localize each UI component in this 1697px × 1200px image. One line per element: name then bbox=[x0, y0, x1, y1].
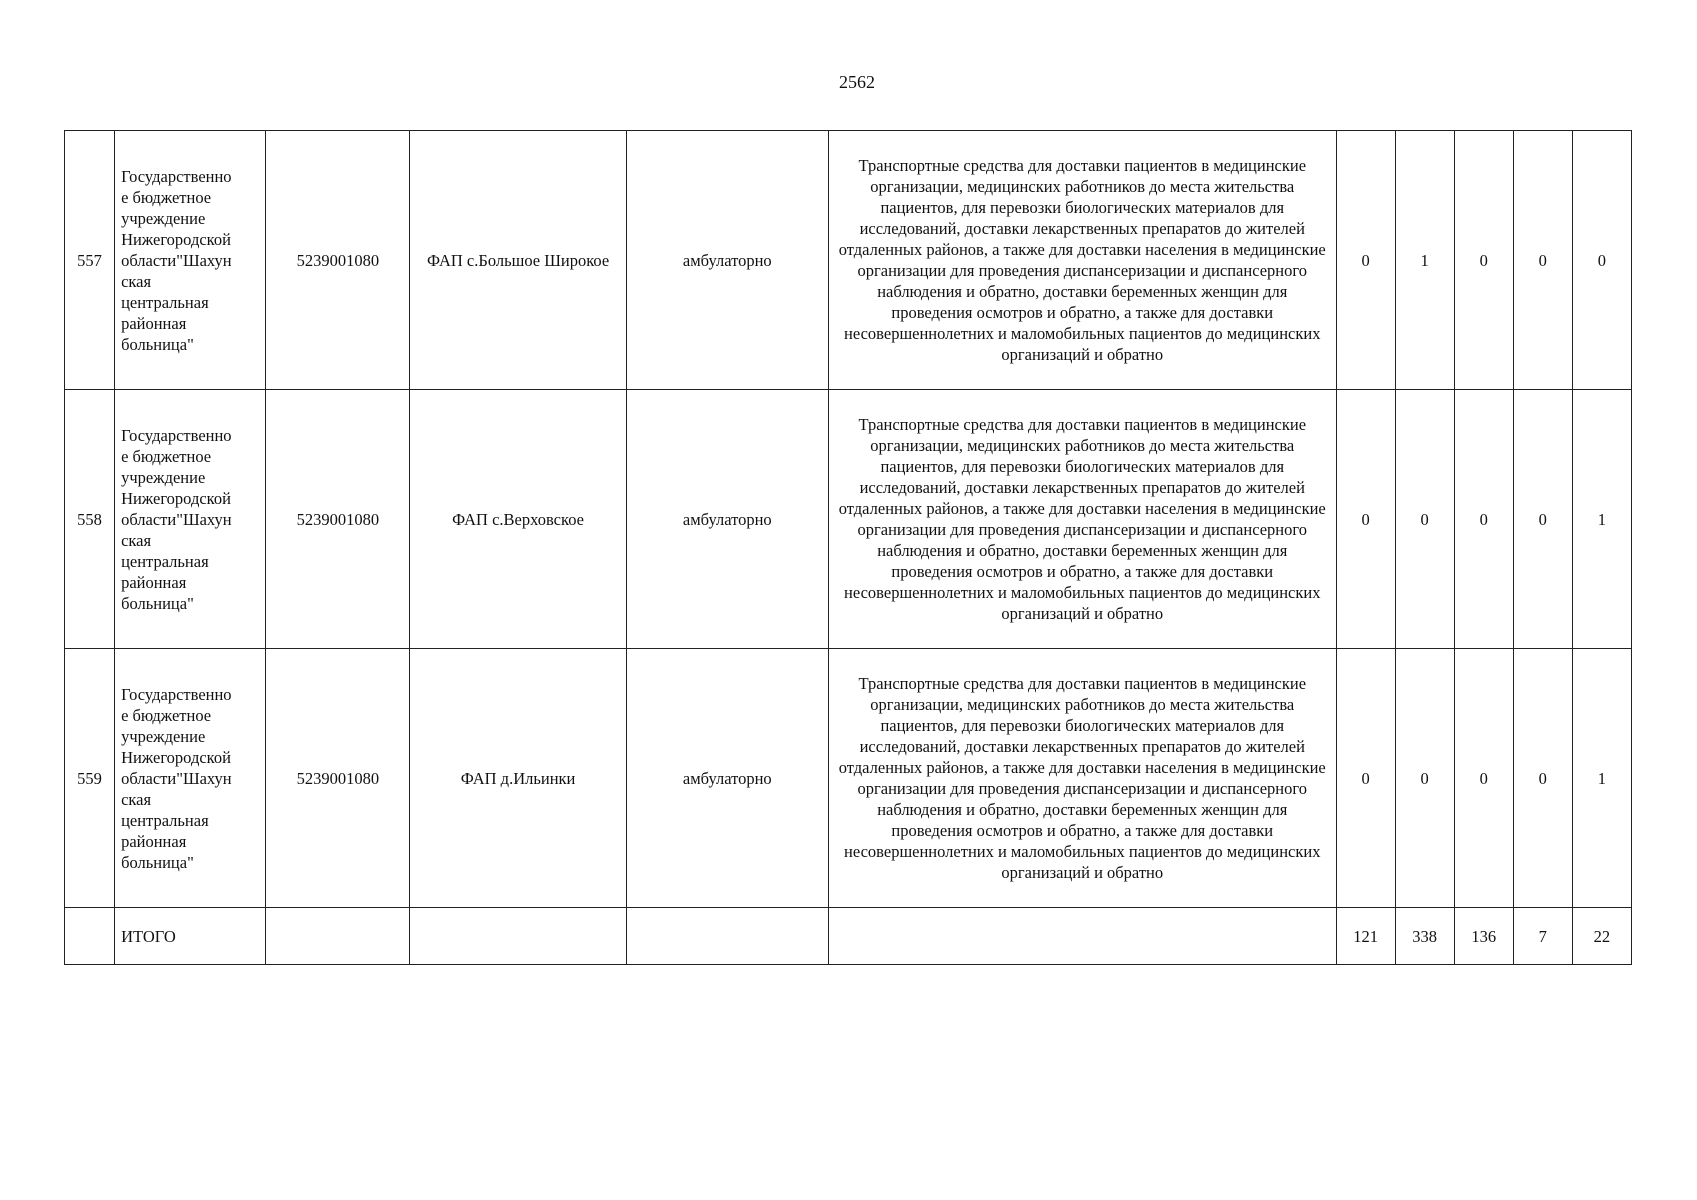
empty-cell bbox=[65, 908, 115, 965]
value-cell: 1 bbox=[1395, 131, 1454, 390]
care-condition: амбулаторно bbox=[626, 390, 828, 649]
subdivision-name: ФАП с.Большое Широкое bbox=[410, 131, 626, 390]
value-cell: 1 bbox=[1572, 649, 1631, 908]
inn: 5239001080 bbox=[266, 390, 410, 649]
table-row bbox=[65, 131, 1632, 390]
value-cell: 0 bbox=[1395, 649, 1454, 908]
subdivision-name: ФАП с.Верховское bbox=[410, 390, 626, 649]
total-value: 121 bbox=[1336, 908, 1395, 965]
inn: 5239001080 bbox=[266, 131, 410, 390]
row-number: 559 bbox=[65, 649, 115, 908]
total-value: 136 bbox=[1454, 908, 1513, 965]
care-condition: амбулаторно bbox=[626, 131, 828, 390]
total-value: 338 bbox=[1395, 908, 1454, 965]
vehicle-description: Транспортные средства для доставки пациентов в медицинские организации, медицинских работников до места жительства пациентов, для перевозки биологических материалов для исследований, доставки лекарственных препаратов до жителей отдаленных районов, а также для доставки населения в медицинские организации для проведения диспансеризации и диспансерного наблюдения и обратно, доставки беременных женщин для проведения осмотров и обратно, а также для доставки несовершеннолетних и маломобильных пациентов до медицинских организаций и обратно bbox=[828, 649, 1336, 908]
care-condition: амбулаторно bbox=[626, 649, 828, 908]
value-cell: 0 bbox=[1336, 131, 1395, 390]
value-cell: 0 bbox=[1572, 131, 1631, 390]
total-label: ИТОГО bbox=[115, 908, 266, 965]
organization-name: Государственно е бюджетное учреждение Нижегородской области"Шахун ская центральная районная больница" bbox=[115, 649, 266, 908]
value-cell: 0 bbox=[1454, 131, 1513, 390]
value-cell: 0 bbox=[1454, 390, 1513, 649]
value-cell: 0 bbox=[1395, 390, 1454, 649]
organization-name: Государственно е бюджетное учреждение Нижегородской области"Шахун ская центральная районная больница" bbox=[115, 390, 266, 649]
row-number: 557 bbox=[65, 131, 115, 390]
value-cell: 0 bbox=[1336, 390, 1395, 649]
value-cell: 0 bbox=[1336, 649, 1395, 908]
page-number: 2562 bbox=[839, 72, 875, 92]
table-row bbox=[65, 390, 1632, 649]
empty-cell bbox=[410, 908, 626, 965]
subdivision-name: ФАП д.Ильинки bbox=[410, 649, 626, 908]
table-row bbox=[65, 649, 1632, 908]
empty-cell bbox=[626, 908, 828, 965]
total-value: 22 bbox=[1572, 908, 1631, 965]
value-cell: 1 bbox=[1572, 390, 1631, 649]
value-cell: 0 bbox=[1454, 649, 1513, 908]
total-value: 7 bbox=[1513, 908, 1572, 965]
empty-cell bbox=[266, 908, 410, 965]
value-cell: 0 bbox=[1513, 649, 1572, 908]
inn: 5239001080 bbox=[266, 649, 410, 908]
vehicle-description: Транспортные средства для доставки пациентов в медицинские организации, медицинских работников до места жительства пациентов, для перевозки биологических материалов для исследований, доставки лекарственных препаратов до жителей отдаленных районов, а также для доставки населения в медицинские организации для проведения диспансеризации и диспансерного наблюдения и обратно, доставки беременных женщин для проведения осмотров и обратно, а также для доставки несовершеннолетних и маломобильных пациентов до медицинских организаций и обратно bbox=[828, 390, 1336, 649]
organization-name: Государственно е бюджетное учреждение Нижегородской области"Шахун ская центральная районная больница" bbox=[115, 131, 266, 390]
vehicle-description: Транспортные средства для доставки пациентов в медицинские организации, медицинских работников до места жительства пациентов, для перевозки биологических материалов для исследований, доставки лекарственных препаратов до жителей отдаленных районов, а также для доставки населения в медицинские организации для проведения диспансеризации и диспансерного наблюдения и обратно, доставки беременных женщин для проведения осмотров и обратно, а также для доставки несовершеннолетних и маломобильных пациентов до медицинских организаций и обратно bbox=[828, 131, 1336, 390]
empty-cell bbox=[828, 908, 1336, 965]
value-cell: 0 bbox=[1513, 390, 1572, 649]
data-table bbox=[64, 130, 1632, 965]
value-cell: 0 bbox=[1513, 131, 1572, 390]
row-number: 558 bbox=[65, 390, 115, 649]
total-row bbox=[65, 908, 1632, 965]
